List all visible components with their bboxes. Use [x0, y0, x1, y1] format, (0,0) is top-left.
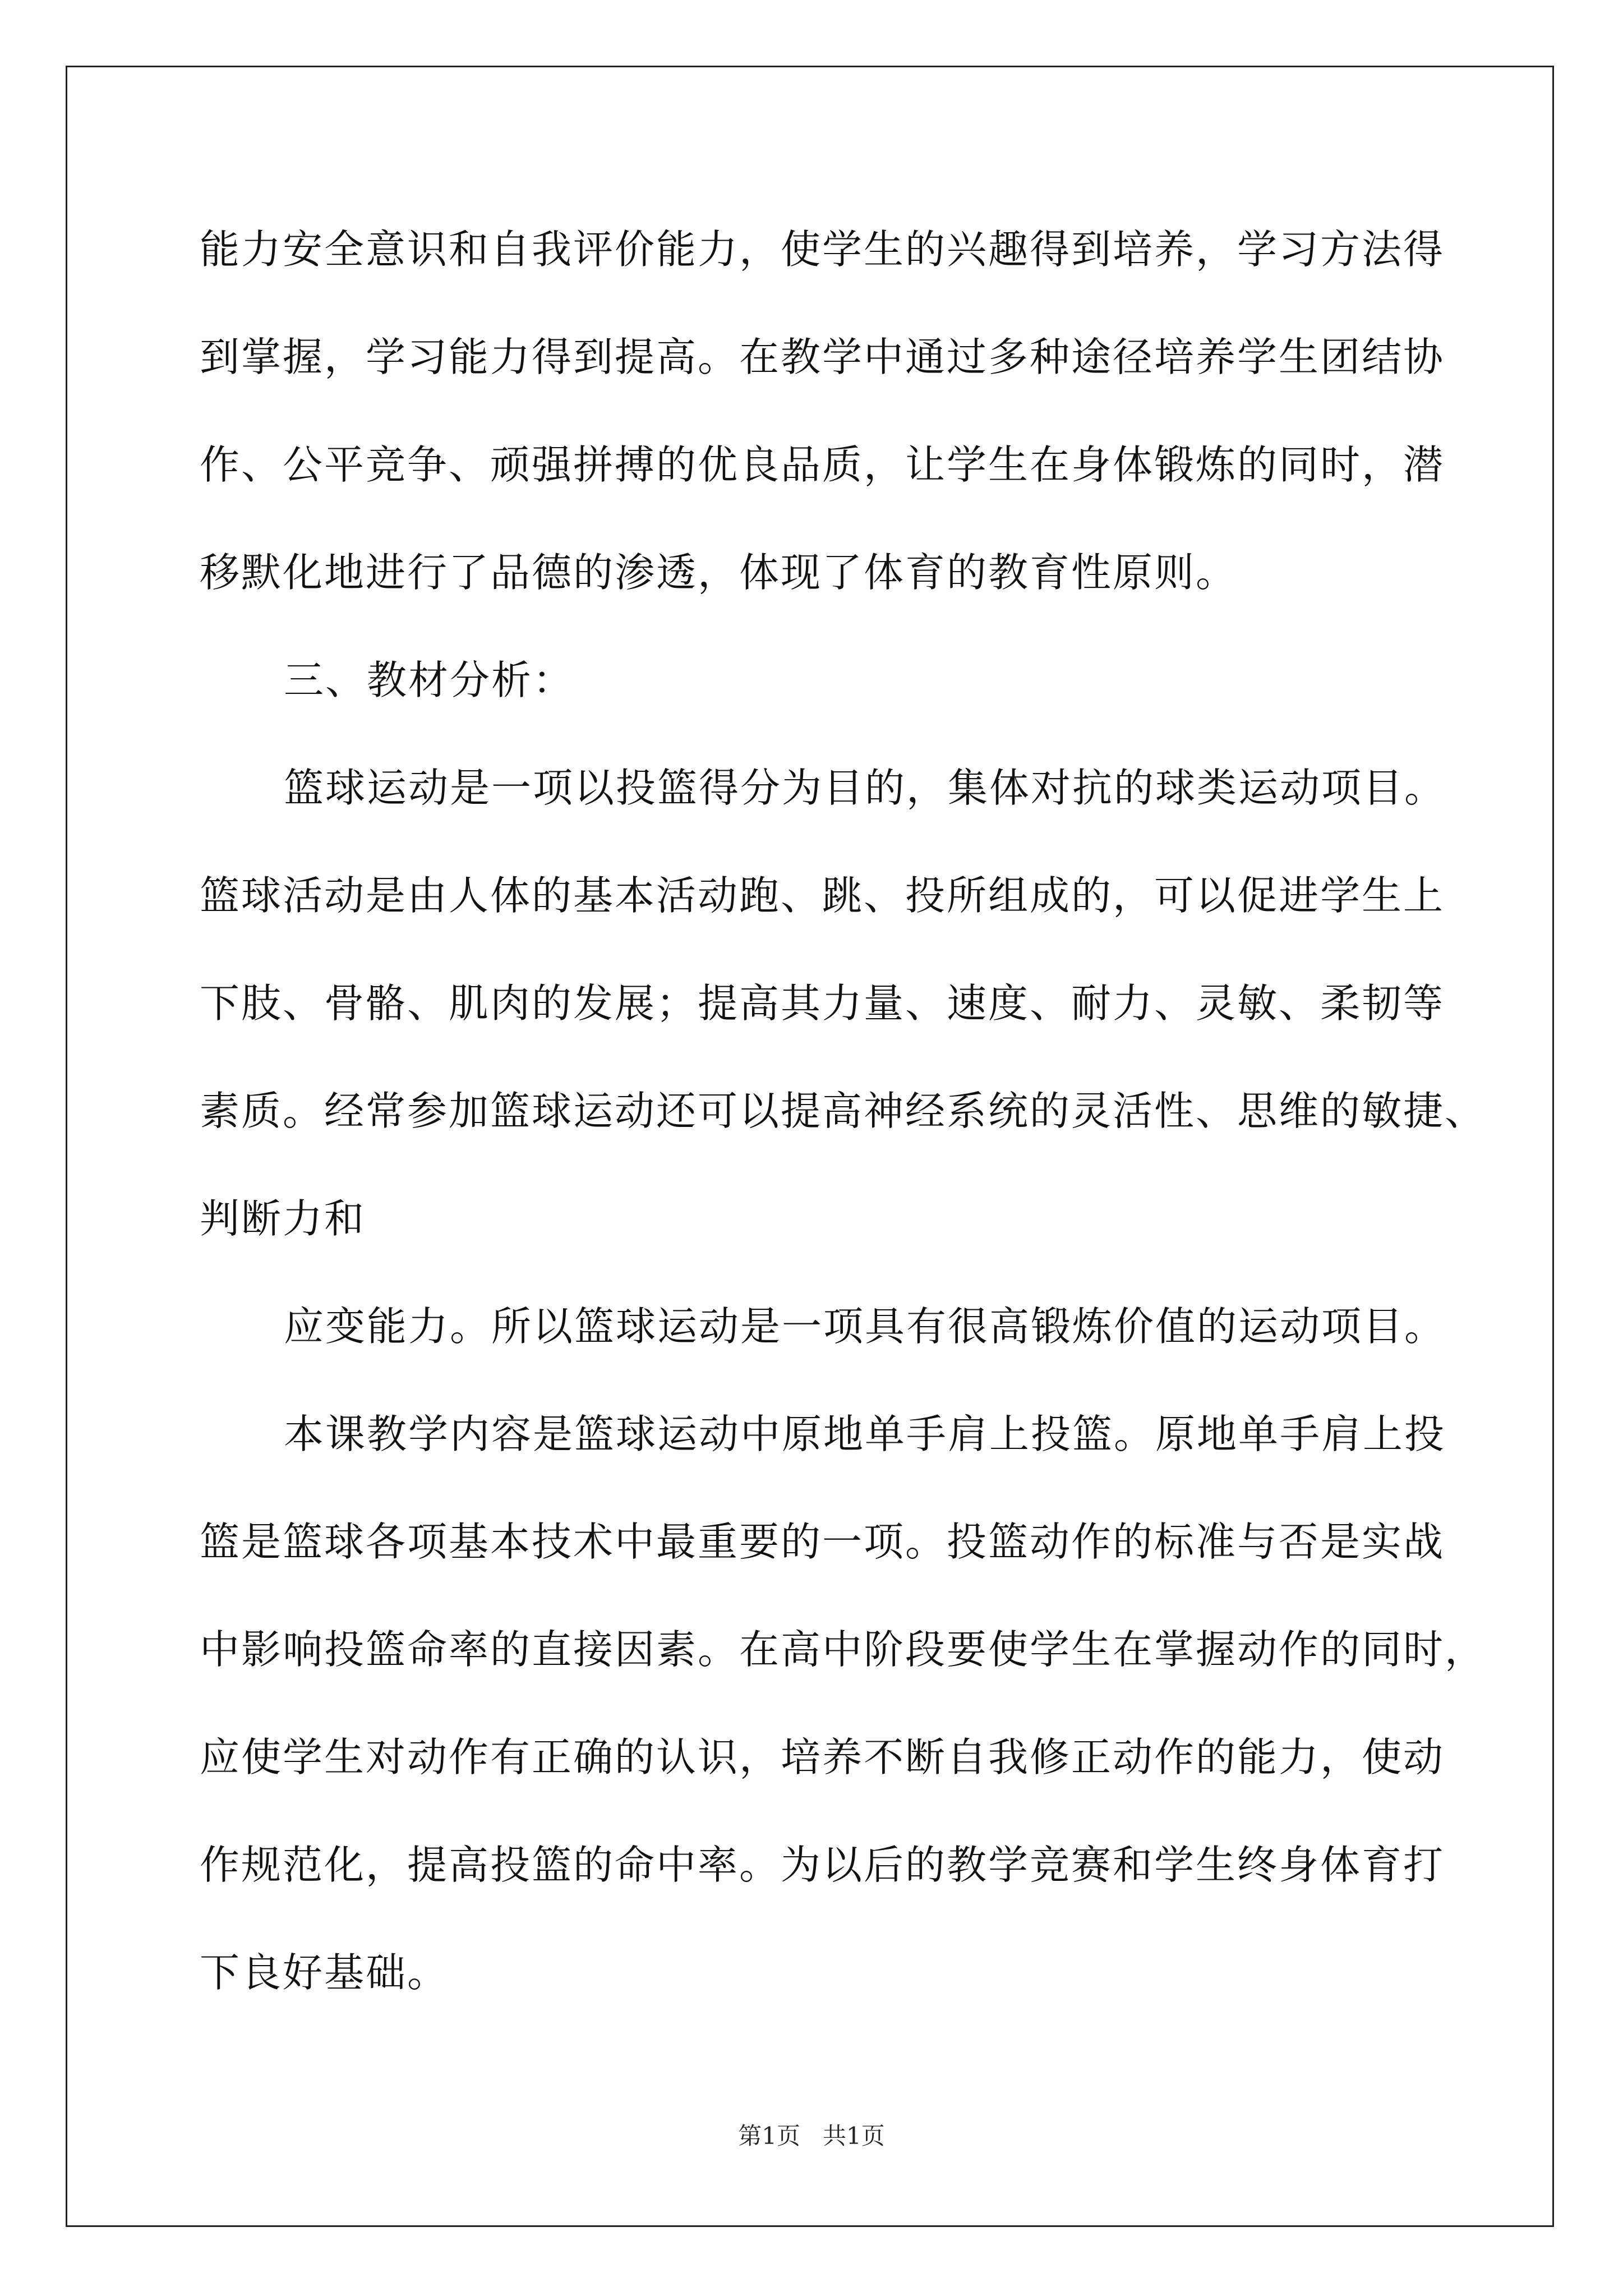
page-footer: 第1页 共1页	[738, 2122, 885, 2150]
text-line: 作规范化，提高投篮的命中率。为以后的教学竞赛和学生终身体育打	[200, 1842, 1445, 1888]
text-line: 到掌握，学习能力得到提高。在教学中通过多种途径培养学生团结协	[200, 334, 1445, 380]
text-line: 篮球活动是由人体的基本活动跑、跳、投所组成的，可以促进学生上	[200, 872, 1445, 919]
text-line: 判断力和	[200, 1195, 366, 1242]
text-line: 篮是篮球各项基本技术中最重要的一项。投篮动作的标准与否是实战	[200, 1519, 1445, 1565]
page-border	[66, 66, 1554, 2227]
text-line: 作、公平竞争、顽强拼搏的优良品质，让学生在身体锻炼的同时，潜	[200, 441, 1445, 488]
text-line: 应使学生对动作有正确的认识，培养不断自我修正动作的能力，使动	[200, 1734, 1445, 1780]
text-line: 篮球运动是一项以投篮得分为目的，集体对抗的球类运动项目。	[284, 765, 1446, 811]
text-line: 下肢、骨骼、肌肉的发展；提高其力量、速度、耐力、灵敏、柔韧等	[200, 980, 1445, 1027]
text-line: 中影响投篮命率的直接因素。在高中阶段要使学生在掌握动作的同时，	[200, 1626, 1487, 1673]
text-line: 本课教学内容是篮球运动中原地单手肩上投篮。原地单手肩上投	[284, 1411, 1446, 1457]
text-line: 能力安全意识和自我评价能力，使学生的兴趣得到培养，学习方法得	[200, 226, 1445, 273]
section-heading: 三、教材分析：	[284, 657, 575, 703]
text-line: 素质。经常参加篮球运动还可以提高神经系统的灵活性、思维的敏捷、	[200, 1088, 1487, 1134]
text-line: 下良好基础。	[200, 1949, 449, 1996]
text-line: 移默化地进行了品德的渗透，体现了体育的教育性原则。	[200, 549, 1238, 596]
text-line: 应变能力。所以篮球运动是一项具有很高锻炼价值的运动项目。	[284, 1303, 1446, 1350]
